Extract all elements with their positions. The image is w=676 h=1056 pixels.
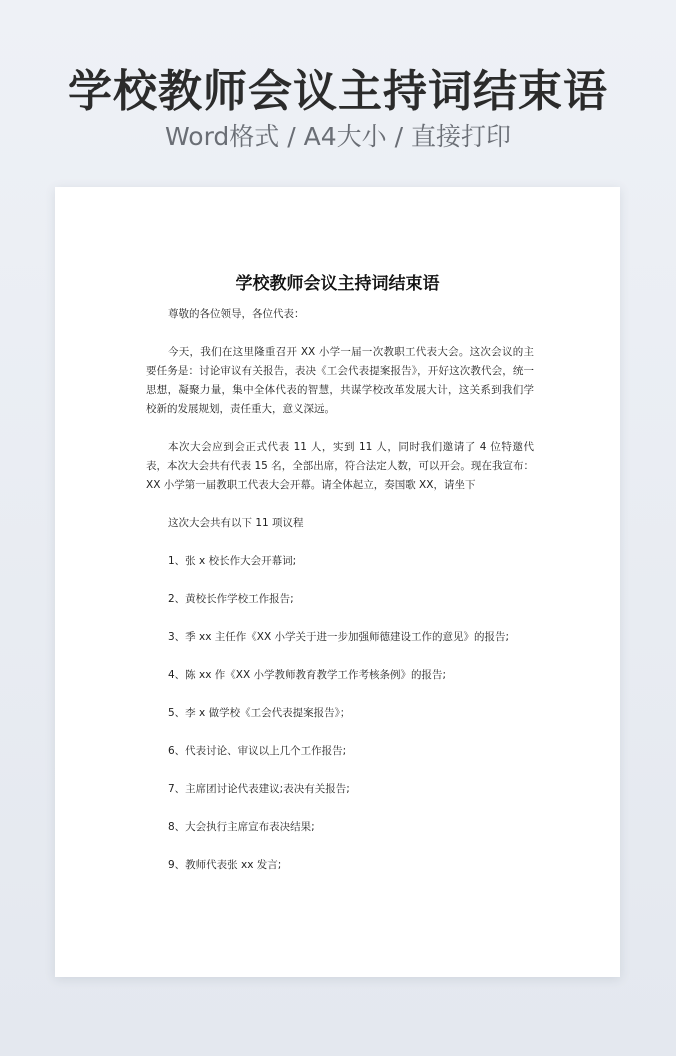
agenda-item: 2、黄校长作学校工作报告;	[168, 593, 294, 605]
paragraph: 今天，我们在这里隆重召开 XX 小学一届一次教职工代表大会。这次会议的主要任务是：讨论审议有关报告，表决《工会代表提案报告》，开好这次教代会，统一思想，凝聚力量，集中全体代表的智慧，共谋学校改革发展大计，这关系到我们学校新的发展规划，责任重大，意义深远。	[146, 346, 534, 415]
document-page	[55, 187, 620, 977]
agenda-item: 5、李 x 做学校《工会代表提案报告》；	[168, 707, 351, 719]
agenda-item: 9、教师代表张 xx 发言;	[168, 859, 282, 871]
document-title: 学校教师会议主持词结束语	[235, 274, 440, 294]
agenda-item: 7、主席团讨论代表建议;表决有关报告;	[168, 783, 350, 795]
greeting: 尊敬的各位领导，各位代表：	[168, 308, 305, 320]
banner-title: 学校教师会议主持词结束语	[68, 66, 608, 117]
agenda-item: 1、张 x 校长作大会开幕词;	[168, 555, 297, 567]
agenda-intro: 这次大会共有以下 11 项议程	[168, 517, 304, 529]
agenda-item: 4、陈 xx 作《XX 小学教师教育教学工作考核条例》的报告;	[168, 669, 447, 681]
document-body	[146, 305, 534, 894]
agenda-item: 3、季 xx 主任作《XX 小学关于进一步加强师德建设工作的意见》的报告;	[168, 631, 510, 643]
banner-subtitle: Word格式 / A4大小 / 直接打印	[165, 122, 511, 151]
agenda-item: 8、大会执行主席宣布表决结果;	[168, 821, 315, 833]
paragraph: 本次大会应到会正式代表 11 人，实到 11 人，同时我们邀请了 4 位特邀代表，本次大会共有代表 15 名，全部出席，符合法定人数，可以开会。现在我宣布：XX 小学第一届教职工代表大会开幕。请全体起立，奏国歌 XX，请坐下	[146, 441, 534, 491]
agenda-item: 6、代表讨论、审议以上几个工作报告;	[168, 745, 347, 757]
